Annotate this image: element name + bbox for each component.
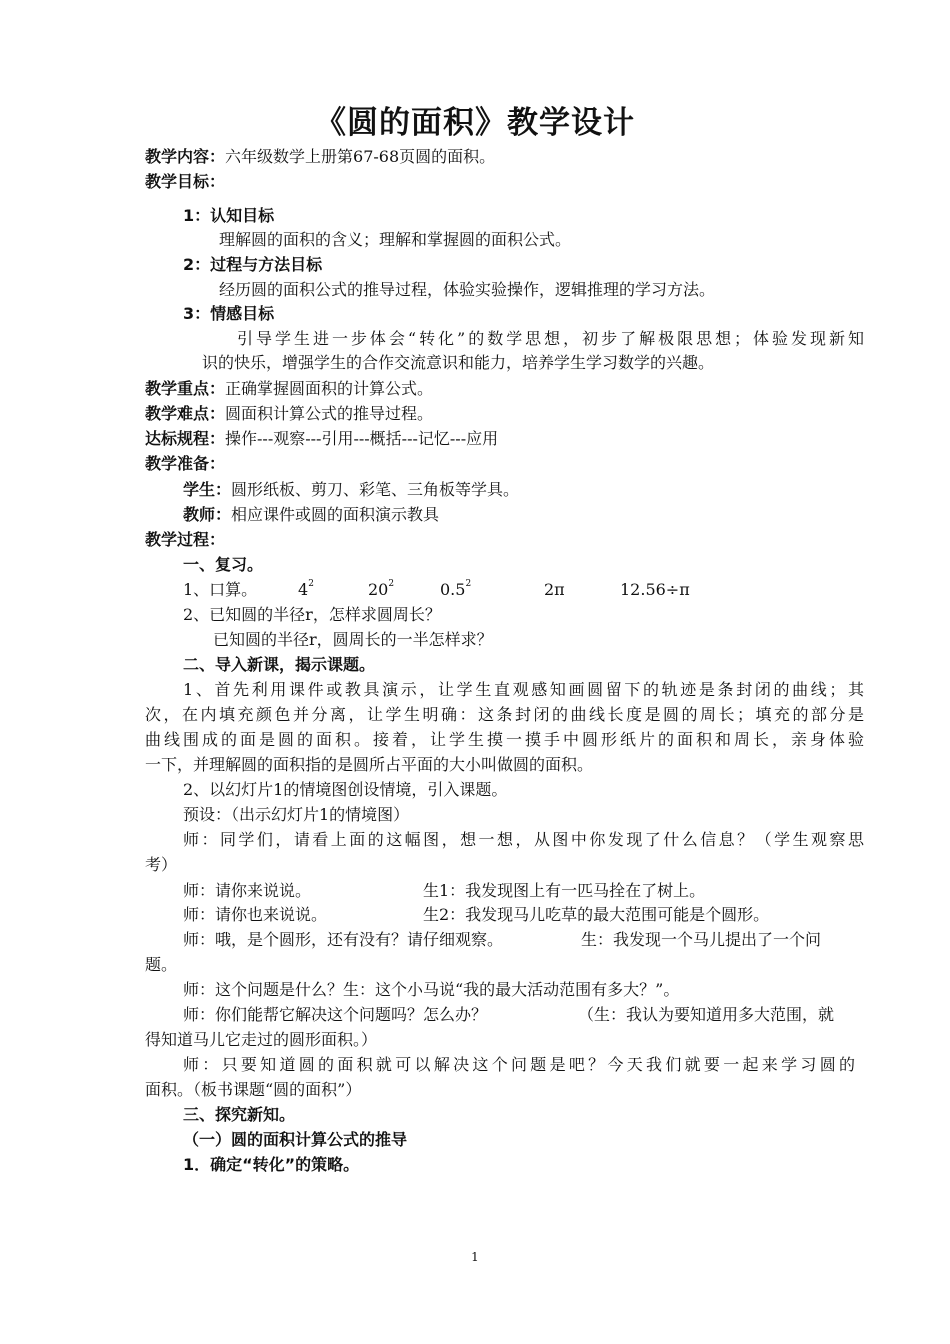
explore-sub-1: （一）圆的面积计算公式的推导	[183, 1130, 408, 1149]
dialog-2-teacher: 师：请你也来说说。	[183, 905, 328, 924]
objectives-label: 教学目标：	[145, 172, 226, 191]
content-label: 教学内容：	[145, 147, 226, 166]
procedure-flow-line	[145, 427, 865, 451]
intro-p1-line-3: 曲线围成的面是圆的面积。接着，让学生摸一摸手中圆形纸片的面积和周长，亲身体验	[145, 730, 864, 749]
student-prep-text: 圆形纸板、剪刀、彩笔、三角板等学具。	[231, 480, 520, 499]
dialog-5-cont: 得知道马儿它走过的圆形面积。）	[145, 1030, 378, 1049]
dialog-1-teacher: 师：请你来说说。	[183, 881, 312, 900]
dialog-3	[183, 928, 864, 952]
teacher-prep-text: 相应课件或圆的面积演示教具	[231, 505, 440, 524]
student-prep-line	[183, 478, 903, 502]
procedure-flow-text: 操作---观察---引用---概括---记忆---应用	[225, 429, 499, 448]
content-text: 六年级数学上册第67-68页圆的面积。	[225, 147, 496, 166]
review-question-2b: 已知圆的半径r，圆周长的一半怎样求？	[213, 630, 493, 649]
dialog-6-line-2: 面积。（板书课题“圆的面积”）	[145, 1080, 362, 1099]
emotion-label: 3：情感目标	[183, 304, 275, 323]
dialog-3-student: 生：我发现一个马儿提出了一个问	[581, 930, 822, 949]
oral-calc-line	[183, 578, 803, 602]
oral-calc-label: 1、口算。	[183, 580, 258, 599]
intro-p4-line-2: 考）	[145, 855, 178, 874]
dialog-2	[183, 903, 864, 927]
cognitive-label: 1：认知目标	[183, 206, 275, 225]
page-number: 1	[471, 1250, 479, 1264]
intro-p1-line-1: 1、首先利用课件或教具演示，让学生直观感知画圆留下的轨迹是条封闭的曲线；其	[183, 680, 864, 699]
intro-p4-line-1: 师：同学们，请看上面的这幅图，想一想，从图中你发现了什么信息？（学生观察思	[183, 830, 864, 849]
difficulty-text: 圆面积计算公式的推导过程。	[225, 404, 434, 423]
oral-item-4: 2π	[544, 580, 565, 599]
intro-heading: 二、导入新课，揭示课题。	[183, 655, 376, 674]
process-label: 教学过程：	[145, 530, 226, 549]
key-point-label: 教学重点：	[145, 379, 226, 398]
intro-p1-line-4: 一下，并理解圆的面积指的是圆所占平面的大小叫做圆的面积。	[145, 755, 594, 774]
review-heading: 一、复习。	[183, 555, 264, 574]
process-objective-label: 2：过程与方法目标	[183, 255, 323, 274]
student-prep-label: 学生：	[183, 480, 232, 499]
review-question-2: 2、已知圆的半径r，怎样求圆周长？	[183, 605, 441, 624]
dialog-4: 师：这个问题是什么？生：这个小马说“我的最大活动范围有多大？”。	[183, 980, 680, 999]
content-line	[145, 145, 865, 169]
oral-item-1: $4^2$	[298, 579, 314, 599]
preparation-label: 教学准备：	[145, 454, 226, 473]
oral-item-3: $0.5^2$	[440, 579, 472, 599]
dialog-3-teacher: 师：哦，是个圆形，还有没有？请仔细观察。	[183, 930, 504, 949]
cognitive-text: 理解圆的面积的含义；理解和掌握圆的面积公式。	[219, 230, 572, 249]
key-point-line	[145, 377, 865, 401]
teacher-prep-line	[183, 503, 903, 527]
emotion-line-1: 引导学生进一步体会“转化”的数学思想，初步了解极限思想；体验发现新知	[237, 329, 864, 348]
dialog-6-line-1: 师：只要知道圆的面积就可以解决这个问题是吧？今天我们就要一起来学习圆的	[183, 1055, 855, 1074]
process-objective-text: 经历圆的面积公式的推导过程，体验实验操作，逻辑推理的学习方法。	[219, 280, 716, 299]
intro-p2: 2、以幻灯片1的情境图创设情境，引入课题。	[183, 780, 508, 799]
dialog-2-student: 生2：我发现马儿吃草的最大范围可能是个圆形。	[423, 905, 770, 924]
dialog-3-cont: 题。	[145, 955, 178, 974]
dialog-5	[183, 1003, 864, 1027]
dialog-5-student: （生：我认为要知道用多大范围，就	[578, 1005, 835, 1024]
intro-p1-line-2: 次，在内填充颜色并分离，让学生明确：这条封闭的曲线长度是圆的周长；填充的部分是	[145, 705, 864, 724]
teacher-prep-label: 教师：	[183, 505, 232, 524]
difficulty-label: 教学难点：	[145, 404, 226, 423]
oral-item-2: $20^2$	[368, 579, 395, 599]
explore-sub-2: 1．确定“转化”的策略。	[183, 1155, 360, 1174]
explore-heading: 三、探究新知。	[183, 1105, 296, 1124]
procedure-flow-label: 达标规程：	[145, 429, 226, 448]
dialog-1-student: 生1：我发现图上有一匹马拴在了树上。	[423, 881, 706, 900]
dialog-1	[183, 879, 864, 903]
page-title: 《圆的面积》教学设计	[315, 105, 635, 141]
emotion-line-2: 识的快乐，增强学生的合作交流意识和能力，培养学生学习数学的兴趣。	[202, 353, 715, 372]
key-point-text: 正确掌握圆面积的计算公式。	[225, 379, 434, 398]
dialog-5-teacher: 师：你们能帮它解决这个问题吗？怎么办？	[183, 1005, 488, 1024]
oral-item-5: 12.56÷π	[620, 580, 690, 599]
difficulty-line	[145, 402, 865, 426]
intro-p3: 预设：（出示幻灯片1的情境图）	[183, 805, 410, 824]
